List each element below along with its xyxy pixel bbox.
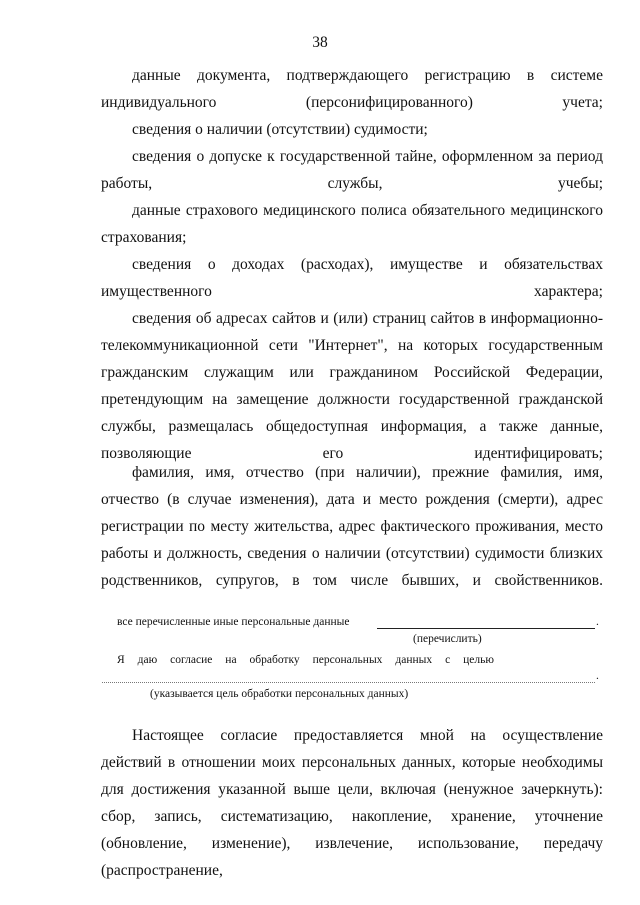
list-item: фамилия, имя, отчество (при наличии), прежние фамилия, имя, отчество (в случае изменения), дата и место рождения (смерти), адрес регистрации по месту жительства, адрес фактического проживания, место работы и должность, сведения о наличии (отсутствии) судимости близких родственников, супругов, в том числе бывших, и свойственников. bbox=[101, 464, 603, 589]
list-item: сведения об адресах сайтов и (или) страниц сайтов в информационно-телекоммуникационной сети "Интернет", на которых государственным гражданским служащим или гражданином Российской Федерации, претендующим на замещение должности государственной гражданской службы, размещалась общедоступная информация, а также данные, позволяющие его идентифицировать; bbox=[101, 310, 603, 462]
consent-paragraph: Настоящее согласие предоставляется мной на осуществление действий в отношении моих персональных данных, которые необходимы для достижения указанной выше цели, включая (ненужное зачеркнуть): сбор, запись, систематизацию, накопление, хранение, уточнение (обновление, изменение), извлечение, использование, передачу (распространение, bbox=[101, 727, 603, 879]
consent-text: Я даю согласие на обработку персональных данных с целью bbox=[117, 654, 494, 666]
list-item: сведения о наличии (отсутствии) судимости; bbox=[132, 121, 428, 138]
list-item: данные страхового медицинского полиса обязательного медицинского страхования; bbox=[101, 202, 603, 246]
end-mark: . bbox=[596, 616, 599, 628]
list-item: сведения о допуске к государственной тайне, оформленном за период работы, службы, учебы; bbox=[101, 148, 603, 192]
other-data-label: все перечисленные иные персональные данные bbox=[117, 616, 350, 628]
list-item: данные документа, подтверждающего регистрацию в системе индивидуального (персонифицированного) учета; bbox=[101, 67, 603, 111]
field-caption: (указывается цель обработки персональных данных) bbox=[150, 688, 409, 700]
field-caption: (перечислить) bbox=[413, 633, 482, 645]
list-item: сведения о доходах (расходах), имуществе и обязательствах имущественного характера; bbox=[101, 256, 603, 300]
page-number: 38 bbox=[312, 34, 328, 51]
end-mark: . bbox=[596, 670, 599, 682]
consent-purpose-field bbox=[102, 682, 595, 683]
other-data-field bbox=[377, 628, 595, 629]
